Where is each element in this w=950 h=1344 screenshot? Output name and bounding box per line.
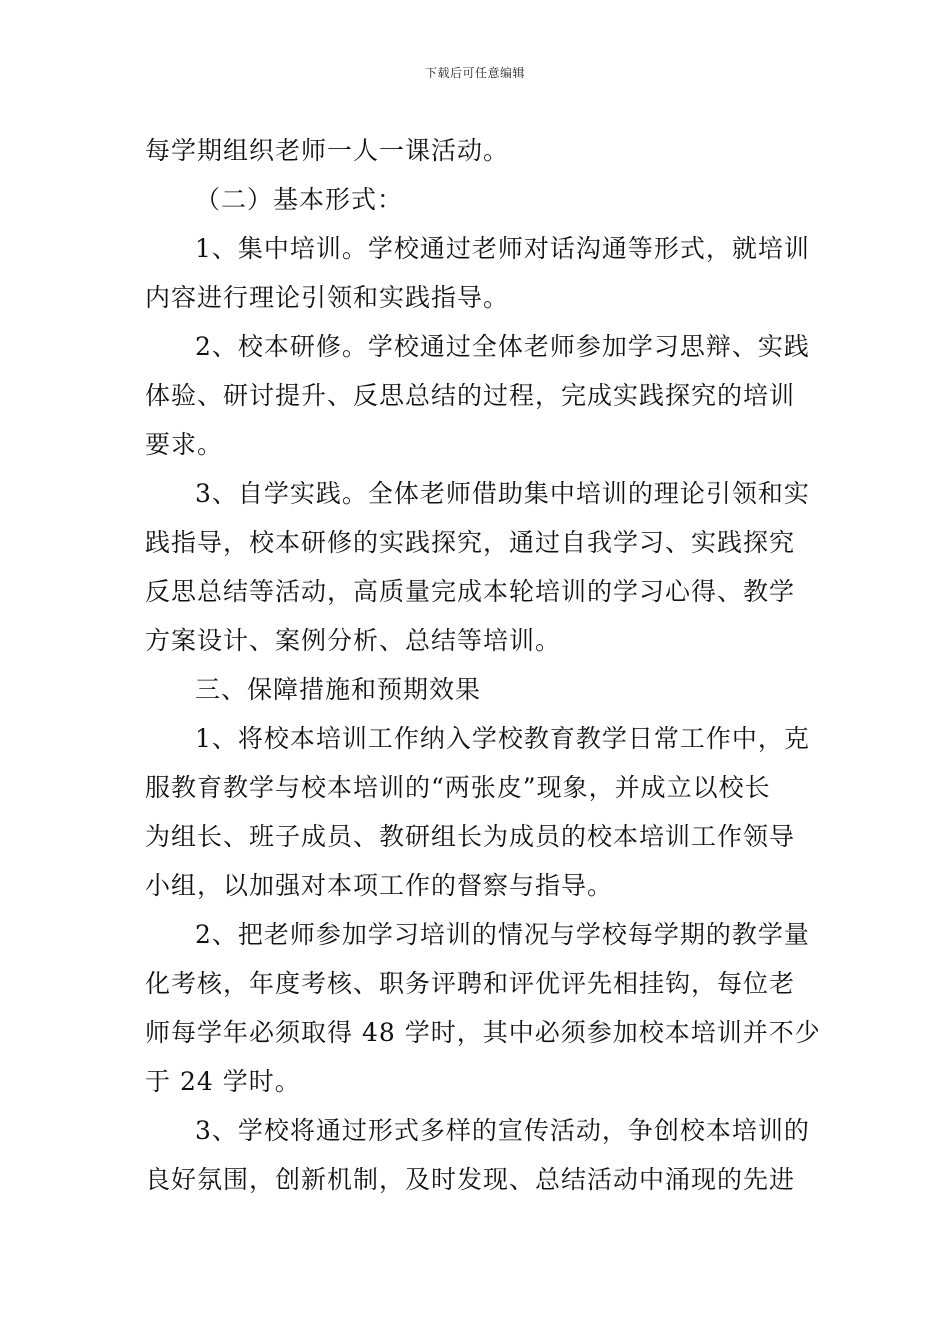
text-line: 体验、研讨提升、反思总结的过程，完成实践探究的培训 xyxy=(145,381,796,410)
page-header-note: 下载后可任意编辑 xyxy=(424,66,525,80)
text-line: 1、将校本培训工作纳入学校教育教学日常工作中，克 xyxy=(195,724,810,753)
document-body xyxy=(145,126,821,1204)
text-line: 方案设计、案例分析、总结等培训。 xyxy=(145,626,562,655)
text-line: 3、自学实践。全体老师借助集中培训的理论引领和实 xyxy=(195,479,810,508)
section-heading: （二）基本形式： xyxy=(195,185,404,214)
text-line: 践指导，校本研修的实践探究，通过自我学习、实践探究 xyxy=(145,528,796,557)
text-line: 师每学年必须取得 48 学时，其中必须参加校本培训并不少 xyxy=(145,1018,821,1047)
text-line: 内容进行理论引领和实践指导。 xyxy=(145,283,510,312)
text-line: 每学期组织老师一人一课活动。 xyxy=(145,136,510,165)
text-line: 于 24 学时。 xyxy=(145,1067,301,1096)
text-line: 良好氛围，创新机制，及时发现、总结活动中涌现的先进 xyxy=(145,1165,796,1194)
text-line: 反思总结等活动，高质量完成本轮培训的学习心得、教学 xyxy=(145,577,796,606)
text-line: 要求。 xyxy=(145,430,224,459)
text-line: 2、把老师参加学习培训的情况与学校每学期的教学量 xyxy=(195,920,810,949)
text-line: 服教育教学与校本培训的“两张皮”现象，并成立以校长 xyxy=(145,773,771,802)
text-line: 化考核，年度考核、职务评聘和评优评先相挂钩，每位老 xyxy=(145,969,796,998)
text-line: 为组长、班子成员、教研组长为成员的校本培训工作领导 xyxy=(145,822,796,851)
text-line: 2、校本研修。学校通过全体老师参加学习思辩、实践 xyxy=(195,332,810,361)
text-line: 3、学校将通过形式多样的宣传活动，争创校本培训的 xyxy=(195,1116,810,1145)
section-heading: 三、保障措施和预期效果 xyxy=(195,675,482,704)
text-line: 小组，以加强对本项工作的督察与指导。 xyxy=(145,871,614,900)
text-line: 1、集中培训。学校通过老师对话沟通等形式，就培训 xyxy=(195,234,810,263)
